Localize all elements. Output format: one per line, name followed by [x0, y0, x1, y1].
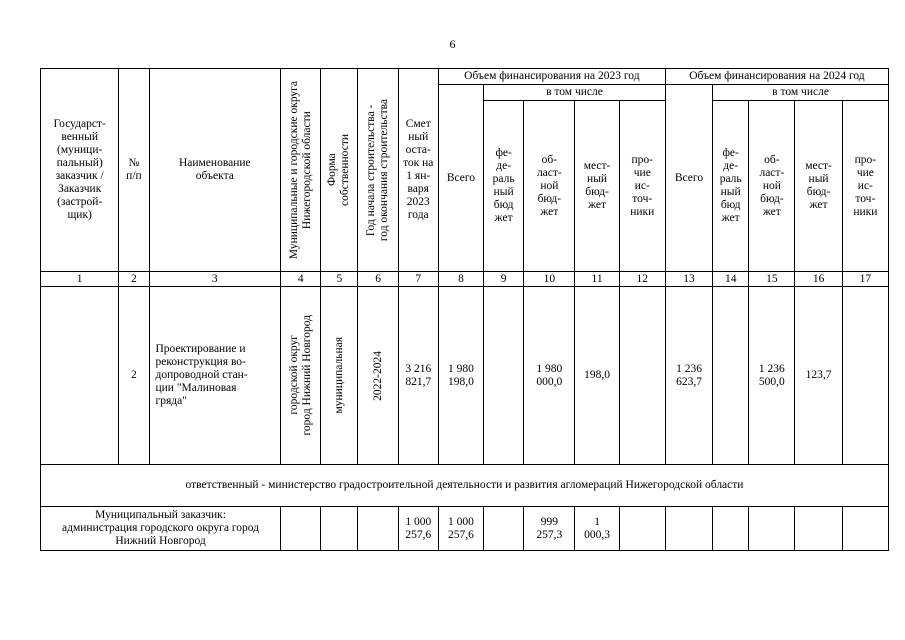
financing-table: [40, 68, 889, 551]
header-estimate: Смет ный оста- ток на 1 ян- варя 2023 года: [398, 69, 438, 272]
header-regional-2024: об- ласт- ной бюд- жет: [749, 101, 795, 272]
header-total-2024: Всего: [665, 85, 712, 272]
cell-total-2024: 1 236 623,7: [665, 287, 712, 465]
customer-row: [41, 507, 889, 551]
customer-other-2024: [842, 507, 888, 551]
column-number: 8: [438, 272, 483, 287]
header-total-2023: Всего: [438, 85, 483, 272]
header-object-name: Наименование объекта: [149, 69, 281, 272]
cell-local-2024: 123,7: [795, 287, 842, 465]
header-number: № п/п: [119, 69, 149, 272]
column-number: 12: [619, 272, 665, 287]
header-local-2024: мест- ный бюд- жет: [795, 101, 842, 272]
column-number-row: [41, 272, 889, 287]
cell-federal-2024: [713, 287, 749, 465]
responsible-row: ответственный - министерство градостроительной деятельности и развития агломераций Нижегородской области: [41, 465, 889, 507]
customer-local-2024: [795, 507, 842, 551]
header-ownership: Форма собственности: [321, 69, 358, 272]
header-regional-2023: об- ласт- ной бюд- жет: [524, 101, 575, 272]
column-number: 2: [119, 272, 149, 287]
customer-district: [281, 507, 321, 551]
column-number: 13: [665, 272, 712, 287]
object-row: [41, 287, 889, 465]
column-number: 16: [795, 272, 842, 287]
column-number: 17: [842, 272, 888, 287]
header-other-2024: про- чие ис- точ- ники: [842, 101, 888, 272]
column-number: 1: [41, 272, 119, 287]
customer-total-2024: [665, 507, 712, 551]
header-other-2023: про- чие ис- точ- ники: [619, 101, 665, 272]
cell-regional-2023: 1 980 000,0: [524, 287, 575, 465]
header-financing-2023: Объем финансирования на 2023 год: [438, 69, 665, 85]
column-number: 14: [713, 272, 749, 287]
header-federal-2024: фе- де- раль ный бюд жет: [713, 101, 749, 272]
cell-total-2023: 1 980 198,0: [438, 287, 483, 465]
customer-name: Муниципальный заказчик: администрация городского округа город Нижний Новгород: [41, 507, 281, 551]
column-number: 10: [524, 272, 575, 287]
header-local-2023: мест- ный бюд- жет: [575, 101, 619, 272]
cell-other-2024: [842, 287, 888, 465]
cell-years: 2022-2024: [358, 287, 398, 465]
header-years: Год начала строительства - год окончания строительства: [358, 69, 398, 272]
cell-district: городской округ город Нижний Новгород: [281, 287, 321, 465]
cell-number: 2: [119, 287, 149, 465]
customer-estimate: 1 000 257,6: [398, 507, 438, 551]
customer-years: [358, 507, 398, 551]
customer-local-2023: 1 000,3: [575, 507, 619, 551]
column-number: 7: [398, 272, 438, 287]
cell-regional-2024: 1 236 500,0: [749, 287, 795, 465]
cell-federal-2023: [484, 287, 524, 465]
customer-other-2023: [619, 507, 665, 551]
header-customer: Государст- венный (муници- пальный) заказчик / Заказчик (застрой- щик): [41, 69, 119, 272]
column-number: 11: [575, 272, 619, 287]
column-number: 5: [321, 272, 358, 287]
cell-customer: [41, 287, 119, 465]
column-number: 15: [749, 272, 795, 287]
header-including-2024: в том числе: [713, 85, 889, 101]
customer-total-2023: 1 000 257,6: [438, 507, 483, 551]
column-number: 9: [484, 272, 524, 287]
page-number: 6: [449, 37, 456, 51]
column-number: 6: [358, 272, 398, 287]
header-including-2023: в том числе: [484, 85, 666, 101]
cell-local-2023: 198,0: [575, 287, 619, 465]
column-number: 4: [281, 272, 321, 287]
column-number: 3: [149, 272, 281, 287]
customer-ownership: [321, 507, 358, 551]
customer-regional-2024: [749, 507, 795, 551]
cell-other-2023: [619, 287, 665, 465]
cell-estimate: 3 216 821,7: [398, 287, 438, 465]
cell-ownership: муниципальная: [321, 287, 358, 465]
customer-regional-2023: 999 257,3: [524, 507, 575, 551]
header-financing-2024: Объем финансирования на 2024 год: [665, 69, 888, 85]
header-district: Муниципальные и городские округа Нижегородской области: [281, 69, 321, 272]
cell-object-name: Проектирование и реконструкция во- допроводной стан- ции "Малиновая гряда": [149, 287, 281, 465]
customer-federal-2024: [713, 507, 749, 551]
header-federal-2023: фе- де- раль ный бюд жет: [484, 101, 524, 272]
customer-federal-2023: [484, 507, 524, 551]
